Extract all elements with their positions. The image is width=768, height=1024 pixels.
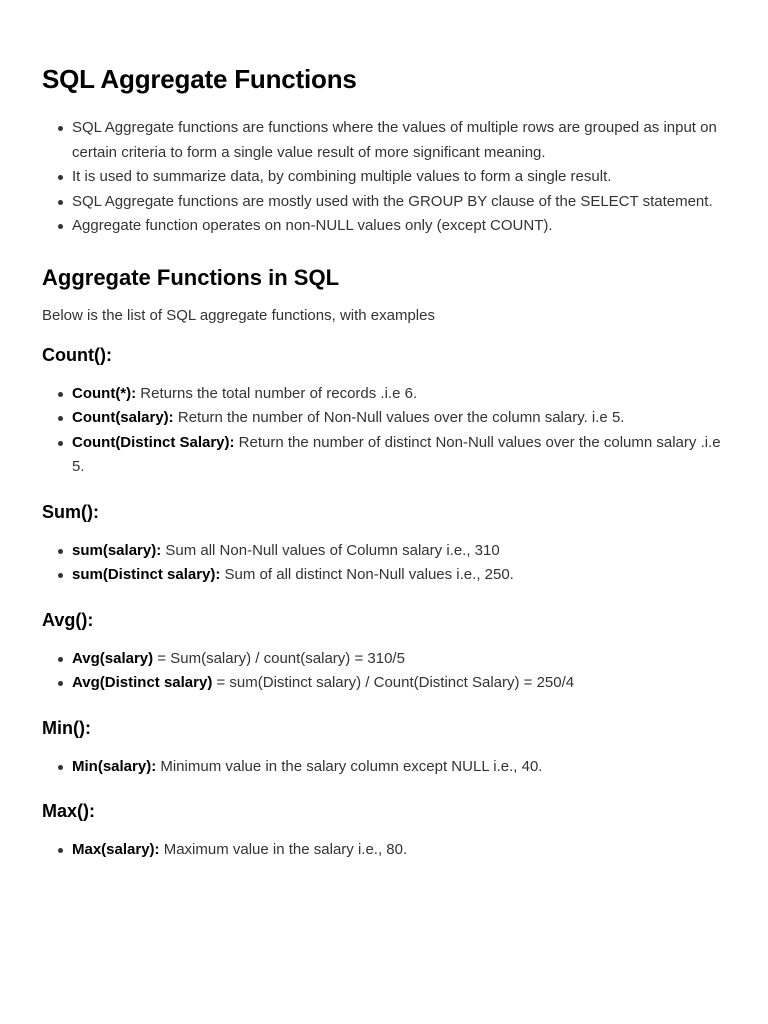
list-item: Aggregate function operates on non-NULL values only (except COUNT). <box>72 214 726 239</box>
term-description: = sum(Distinct salary) / Count(Distinct Salary) = 250/4 <box>212 674 575 691</box>
max-list <box>42 838 726 863</box>
list-item <box>72 838 726 863</box>
term-description: Maximum value in the salary i.e., 80. <box>159 841 408 858</box>
term-description: Sum of all distinct Non-Null values i.e., 250. <box>220 566 514 583</box>
section-lead: Below is the list of SQL aggregate functions, with examples <box>42 306 435 324</box>
count-heading: Count(): <box>42 344 112 365</box>
term-label: sum(salary): <box>72 541 162 559</box>
count-section <box>42 343 726 480</box>
min-section <box>42 716 726 780</box>
term-label: Min(salary): <box>72 757 157 775</box>
term-description: Returns the total number of records .i.e 6. <box>136 384 418 402</box>
list-item: It is used to summarize data, by combining multiple values to form a single result. <box>72 165 726 190</box>
term-label: Count(salary): <box>72 409 174 426</box>
term-description: Sum all Non-Null values of Column salary i.e., 310 <box>161 541 500 559</box>
term-label: Avg(Distinct salary) <box>72 674 213 691</box>
list-item <box>72 539 726 564</box>
term-description: Return the number of distinct Non-Null values over the column salary .i.e 5. <box>72 433 721 475</box>
max-section <box>42 799 726 863</box>
term-label: Max(salary): <box>72 841 160 858</box>
list-item: SQL Aggregate functions are mostly used with the GROUP BY clause of the SELECT statement. <box>72 190 726 215</box>
intro-list <box>42 116 726 239</box>
avg-section <box>42 608 726 696</box>
count-list <box>42 382 726 480</box>
list-item <box>72 563 726 588</box>
page-title: SQL Aggregate Functions <box>42 64 357 94</box>
avg-heading: Avg(): <box>42 609 94 630</box>
list-item <box>72 382 726 407</box>
min-heading: Min(): <box>42 717 91 738</box>
term-label: Avg(salary) <box>72 649 154 667</box>
sum-heading: Sum(): <box>42 501 99 522</box>
term-description: Return the number of Non-Null values over the column salary. i.e 5. <box>173 409 625 426</box>
term-description: = Sum(salary) / count(salary) = 310/5 <box>153 649 405 667</box>
sum-list <box>42 539 726 588</box>
avg-list <box>42 647 726 696</box>
term-description: Minimum value in the salary column except NULL i.e., 40. <box>156 757 543 775</box>
list-item <box>72 647 726 672</box>
list-item: SQL Aggregate functions are functions where the values of multiple rows are grouped as input on certain criteria to form a single value result of more significant meaning. <box>72 116 726 165</box>
sum-section <box>42 500 726 588</box>
term-label: sum(Distinct salary): <box>72 566 221 583</box>
max-heading: Max(): <box>42 801 95 821</box>
min-list <box>42 755 726 780</box>
section-heading: Aggregate Functions in SQL <box>42 264 340 290</box>
list-item <box>72 755 726 780</box>
list-item <box>72 406 726 431</box>
term-label: Count(Distinct Salary): <box>72 433 235 451</box>
list-item <box>72 671 726 696</box>
list-item <box>72 431 726 480</box>
term-label: Count(*): <box>72 384 137 402</box>
